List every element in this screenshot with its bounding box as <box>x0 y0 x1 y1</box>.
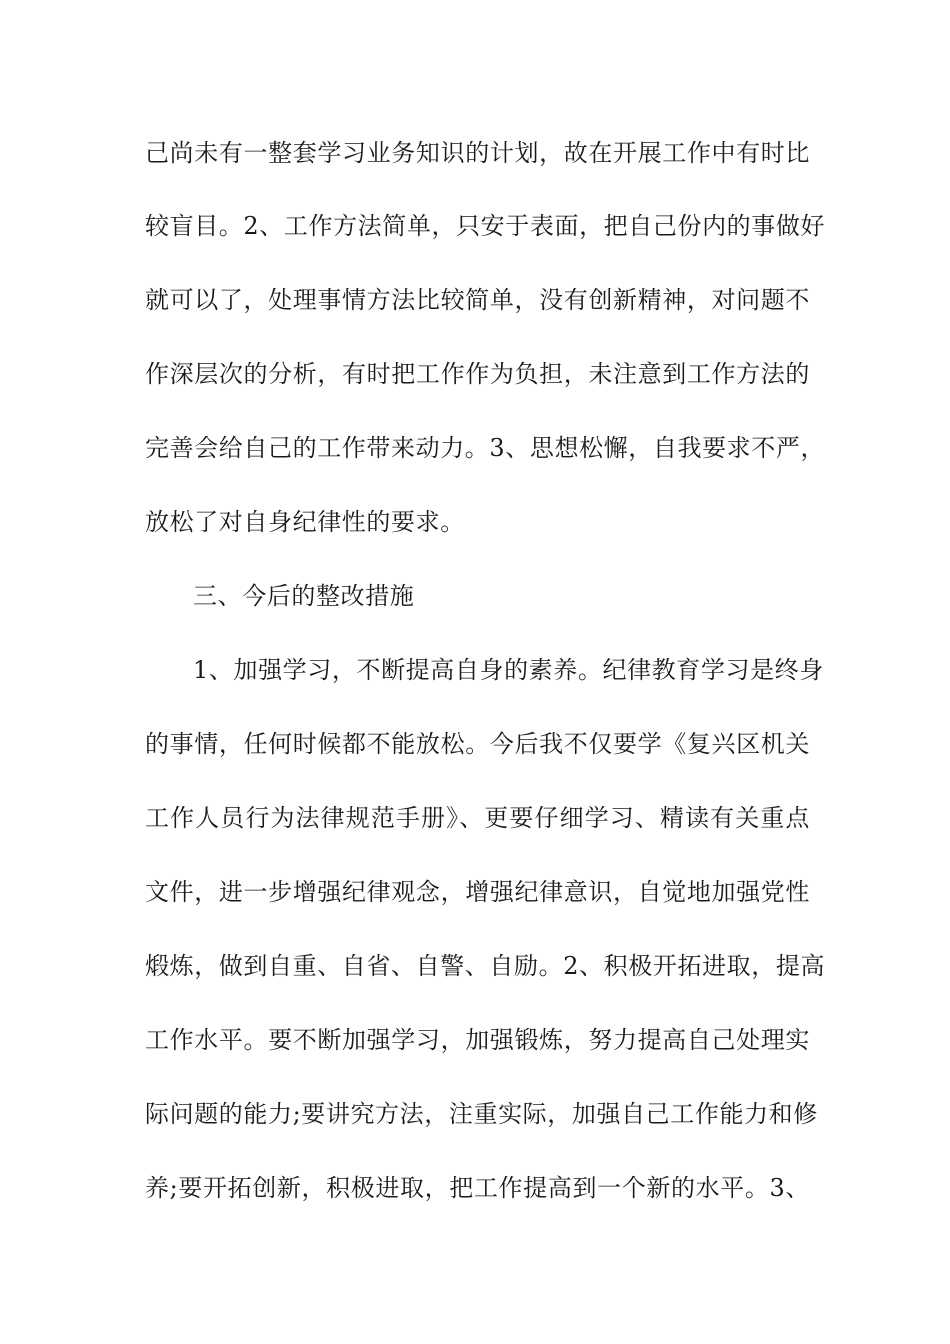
text-line: 放松了对自身纪律性的要求。 <box>145 508 465 536</box>
text-line: 煅炼，做到自重、自省、自警、自励。2、积极开拓进取，提高 <box>145 952 826 980</box>
text-line: 文件，进一步增强纪律观念，增强纪律意识，自觉地加强党性 <box>145 878 810 906</box>
text-line: 工作水平。要不断加强学习，加强锻炼，努力提高自己处理实 <box>145 1026 810 1054</box>
text-line: 的事情，任何时候都不能放松。今后我不仅要学《复兴区机关 <box>145 730 810 758</box>
text-line: 作深层次的分析，有时把工作作为负担，未注意到工作方法的 <box>145 360 810 388</box>
text-line: 较盲目。2、工作方法简单，只安于表面，把自己份内的事做好 <box>145 212 826 240</box>
text-line: 工作人员行为法律规范手册》、更要仔细学习、精读有关重点 <box>145 804 810 832</box>
text-line: 际问题的能力;要讲究方法，注重实际，加强自己工作能力和修 <box>145 1100 818 1128</box>
section-heading: 三、今后的整改措施 <box>193 582 415 610</box>
text-line: 就可以了，处理事情方法比较简单，没有创新精神，对问题不 <box>145 286 810 314</box>
text-line: 养;要开拓创新，积极进取，把工作提高到一个新的水平。3、 <box>145 1174 810 1202</box>
text-line: 己尚未有一整套学习业务知识的计划，故在开展工作中有时比 <box>145 139 810 167</box>
text-line: 完善会给自己的工作带来动力。3、思想松懈，自我要求不严， <box>145 434 826 462</box>
text-line: 1、加强学习，不断提高自身的素养。纪律教育学习是终身 <box>193 656 824 684</box>
